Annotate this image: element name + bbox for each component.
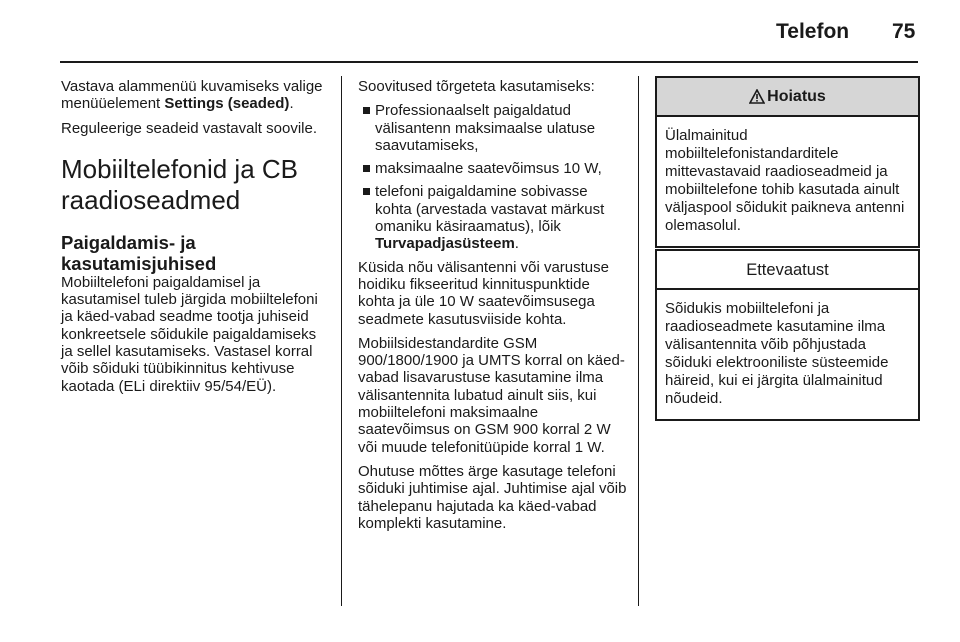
antenna-paragraph: Küsida nõu välisantenni või varustuse hoidiku fikseeritud kinnituspunktide kohta ja üle 10 W saatevõimsusega seadmete kasutusviiside kohta. xyxy=(358,258,609,328)
header-divider xyxy=(60,61,918,63)
bullet-icon xyxy=(363,107,370,114)
list-item xyxy=(358,183,628,252)
intro-text: Vastava alammenüü kuvamiseks valige menüüelement xyxy=(61,78,323,113)
caution-box-header xyxy=(657,251,918,290)
caution-box xyxy=(655,249,920,421)
list-item-text: Professionaalselt paigaldatud välisantenn maksimaalse ulatuse saavutamiseks, xyxy=(375,102,596,154)
warning-triangle-icon xyxy=(749,89,765,104)
bullet-icon xyxy=(363,188,370,195)
standards-paragraph: Mobiilsidestandardite GSM 900/1800/1900 ja UMTS korral on käed-vabad lisavarustuse kasutamine ilma välisantennita lubatud ainult siis, kui mobiiltelefoni maksimaalne saatevõimsus on GSM 900 korral 2 W või muude telefonitüüpide korral 1 W. xyxy=(358,334,625,456)
section-title: Telefon xyxy=(776,20,850,43)
list-item-text: telefoni paigaldamine sobivasse kohta (arvestada vastavat märkust omaniku käsiraamatus), lõik xyxy=(375,183,605,236)
airbag-system-reference: Turvapadjasüsteem xyxy=(375,235,515,253)
warning-box-body: Ülalmainitud mobiiltelefonistandarditele mittevastavaid raadioseadmeid ja mobiiltelefone tohib kasutada ainult väljaspool sõidukit paikneva antenni olemasolul. xyxy=(665,127,905,234)
column-divider-left xyxy=(341,76,342,606)
intro-paragraph xyxy=(61,78,331,113)
subsection-heading: Paigaldamis- ja kasutamisjuhised xyxy=(61,231,217,274)
section-heading: Mobiiltelefonid ja CB raadioseadmed xyxy=(61,153,299,215)
warning-box-title: Hoiatus xyxy=(767,87,826,105)
list-item xyxy=(358,160,628,177)
page-number: 75 xyxy=(892,20,916,43)
list-item-text: maksimaalne saatevõimsus 10 W, xyxy=(375,160,602,178)
warning-box xyxy=(655,76,920,248)
intro-period: . xyxy=(289,95,294,113)
safety-paragraph: Ohutuse mõttes ärge kasutage telefoni sõiduki juhtimise ajal. Juhtimise ajal võib tähelepanu hajutada ka käed-vabad komplekti kasutamine. xyxy=(358,462,627,532)
warning-box-header xyxy=(657,78,918,117)
column-divider-right xyxy=(638,76,639,606)
installation-paragraph: Mobiiltelefoni paigaldamisel ja kasutamisel tuleb järgida mobiiltelefoni ja käed-vabad seadme tootja juhiseid konkreetsele sõidukile paigaldamiseks ja sellel kasutamiseks. Vastasel korral võib sõiduki tüübikinnitus kehtivuse kaotada (ELi direktiiv 95/54/EÜ). xyxy=(61,273,318,395)
adjust-paragraph: Reguleerige seadeid vastavalt soovile. xyxy=(61,119,317,137)
list-item xyxy=(358,102,628,154)
list-item-period: . xyxy=(514,235,519,253)
caution-box-body: Sõidukis mobiiltelefoni ja raadioseadmete kasutamine ilma välisantennita võib põhjustada sõiduki elektrooniliste süsteemide häireid, kui ei järgita ülalmainitud nõudeid. xyxy=(665,300,889,407)
column-left xyxy=(61,78,331,402)
settings-menu-reference: Settings (seaded) xyxy=(164,95,290,113)
bullet-icon xyxy=(363,165,370,172)
column-middle xyxy=(358,78,628,539)
caution-box-title: Ettevaatust xyxy=(746,260,829,279)
recommendations-intro: Soovitused tõrgeteta kasutamiseks: xyxy=(358,78,595,95)
recommendations-list xyxy=(358,102,628,252)
